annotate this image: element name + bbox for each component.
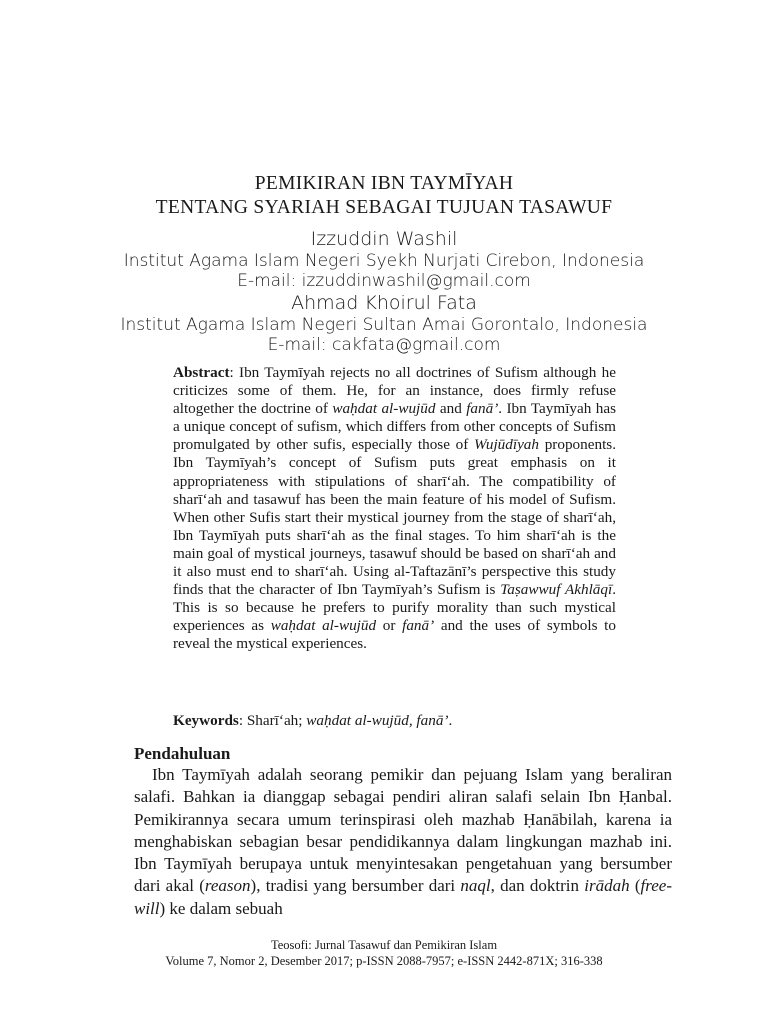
abstract-paragraph: [173, 364, 616, 654]
abstract-text: and: [435, 400, 467, 418]
keywords-label: Keywords: [173, 712, 239, 729]
author-email: E-mail: izzuddinwashil@gmail.com: [237, 271, 531, 291]
author-name: Izzuddin Washil: [310, 228, 458, 250]
body-term: free-will: [134, 876, 672, 918]
body-term: irādah: [584, 876, 630, 896]
body-paragraph: [134, 764, 672, 920]
author-email: E-mail: cakfata@gmail.com: [267, 335, 501, 355]
author-institution: Institut Agama Islam Negeri Syekh Nurjati Cirebon, Indonesia: [123, 251, 645, 271]
body-text: Ibn Taymīyah adalah seorang pemikir dan pejuang Islam yang beraliran salafi. Bahkan ia dianggap sebagai pendiri aliran salafi selain Ibn Ḥanbal. Pemikirannya secara umum terinspirasi oleh mazhab Ḥanābilah, karena ia menghabiskan sebagian besar pendidikannya dalam lingkungan mazhab ini. Ibn Taymīyah berupaya untuk menyintesakan pengetahuan yang bersumber dari akal (: [134, 765, 672, 896]
abstract-text: . Ibn Taymīyah has a unique concept of sufism, which differs from other concepts of Sufism promulgated by other sufis, especially those of: [173, 400, 617, 454]
journal-footer: [0, 937, 768, 969]
abstract-term: waḥdat al-wujūd: [332, 400, 436, 418]
body-text: , dan doktrin: [490, 876, 585, 896]
abstract-term: fanā’: [402, 617, 435, 635]
body-text: ), tradisi yang bersumber dari: [250, 876, 461, 896]
journal-name: Teosofi: Jurnal Tasawuf dan Pemikiran Islam: [270, 938, 498, 952]
body-text: ) ke dalam sebuah: [159, 898, 283, 918]
keywords-term: waḥdat al-wujūd, fanā’: [306, 712, 449, 729]
abstract-text: . This is so because he prefers to purify morality than such mystical experiences as: [173, 581, 616, 635]
title-line-1: PEMIKIRAN IBN TAYMĪYAH: [254, 173, 514, 194]
abstract-text: : Ibn Taymīyah rejects no all doctrines of Sufism although he criticizes some of them. He, for an instance, does firmly refuse altogether the doctrine of: [173, 364, 616, 418]
article-title: [0, 172, 768, 220]
body-term: reason: [204, 876, 251, 896]
keywords-text: : Sharī‘ah;: [238, 712, 307, 729]
title-line-2: TENTANG SYARIAH SEBAGAI TUJUAN TASAWUF: [155, 197, 613, 218]
body-text: (: [629, 876, 641, 896]
body-term: naql: [460, 876, 491, 896]
abstract-term: waḥdat al-wujūd: [270, 617, 377, 635]
author-block-2: [0, 291, 768, 355]
abstract-label: Abstract: [173, 364, 230, 381]
keywords-line: [173, 711, 616, 730]
abstract-term: Taṣawwuf Akhlāqī: [500, 581, 613, 599]
author-block-1: [0, 227, 768, 291]
abstract-text: proponents. Ibn Taymīyah’s concept of Sufism puts great emphasis on it appropriateness with stipulations of sharī‘ah. The compatibility of sharī‘ah and tasawuf has been the main feature of his model of Sufism. When other Sufis start their mystical journey from the stage of sharī‘ah, Ibn Taymīyah puts sharī‘ah as the final stages. To him sharī‘ah is the main goal of mystical journeys, tasawuf should be based on sharī‘ah and it also must end to sharī‘ah. Using al-Taftazānī’s perspective this study finds that the character of Ibn Taymīyah’s Sufism is: [173, 436, 616, 599]
journal-issue-info: Volume 7, Nomor 2, Desember 2017; p-ISSN 2088-7957; e-ISSN 2442-871X; 316-338: [165, 954, 603, 968]
abstract-text: or: [376, 617, 403, 635]
abstract-term: fanā’: [466, 400, 499, 418]
author-name: Ahmad Khoirul Fata: [291, 292, 477, 314]
section-heading: Pendahuluan: [134, 744, 231, 763]
abstract-term: Wujūdīyah: [474, 436, 539, 454]
author-institution: Institut Agama Islam Negeri Sultan Amai Gorontalo, Indonesia: [120, 315, 648, 335]
abstract-text: and the uses of symbols to reveal the mystical experiences.: [173, 617, 616, 653]
keywords-text: .: [448, 712, 453, 729]
